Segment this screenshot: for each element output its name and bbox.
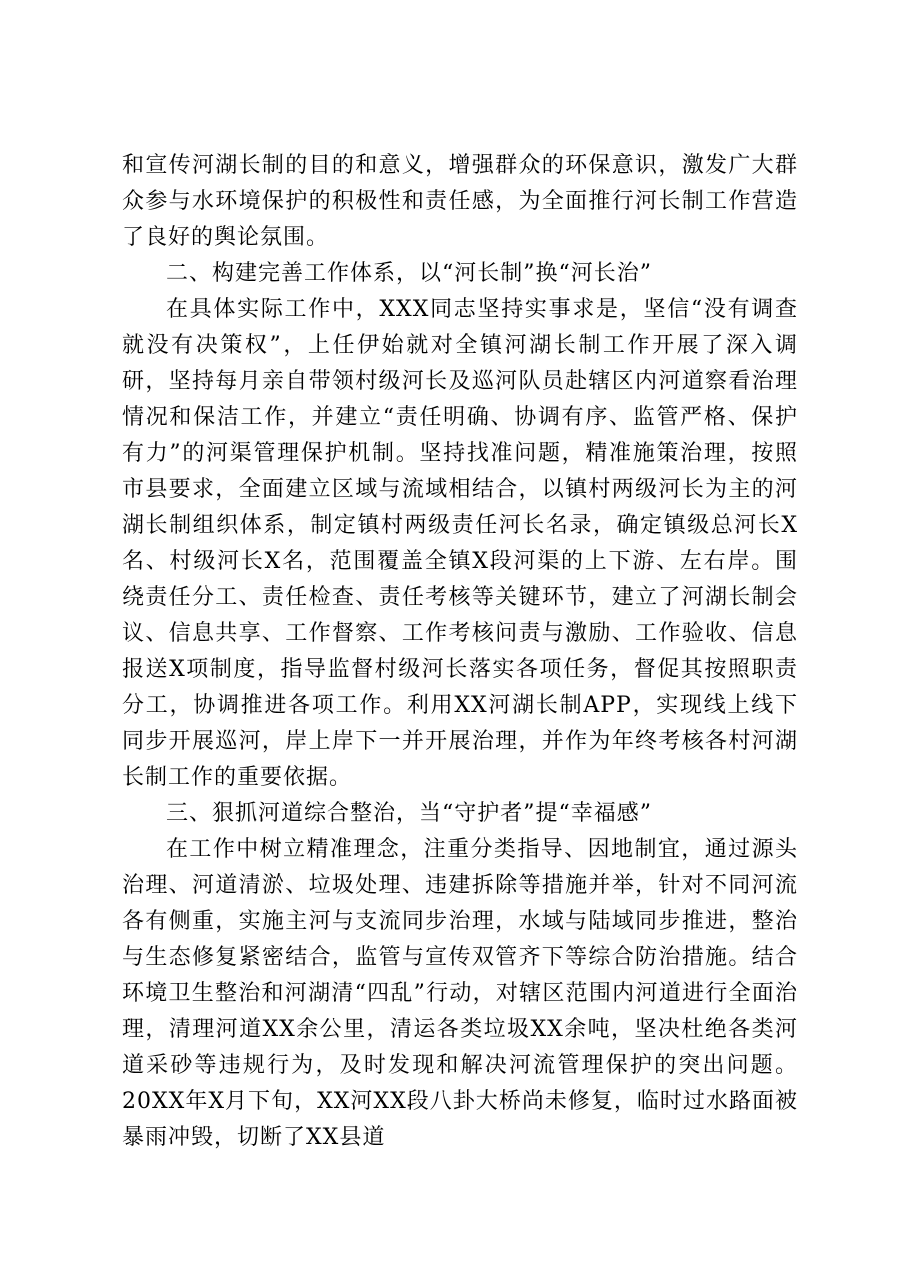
section-heading-3: 三、狠抓河道综合整治，当“守护者”提“幸福感”: [166, 801, 652, 826]
paragraph-section-3-body: 在工作中树立精准理念，注重分类指导、因地制宜，通过源头治理、河道清淤、垃圾处理、违建拆除等措施并举，针对不同河流各有侧重，实施主河与支流同步治理，水域与陆域同步推进，整治与生态修复紧密结合，监管与宣传双管齐下等综合防治措施。结合环境卫生整治和河湖清“四乱”行动，对辖区范围内河道进行全面治理，清理河道XX余公里，清运各类垃圾XX余吨，坚决杜绝各类河道采砂等违规行为，及时发现和解决河流管理保护的突出问题。20XX年X月下旬，XX河XX段八卦大桥尚未修复，临时过水路面被暴雨冲毁，切断了XX县道: [122, 837, 798, 1150]
paragraph-continuation: 和宣传河湖长制的目的和意义，增强群众的环保意识，激发广大群众参与水环境保护的积极性和责任感，为全面推行河长制工作营造了良好的舆论氛围。: [122, 153, 798, 250]
paragraph-section-2-body: 在具体实际工作中，XXX同志坚持实事求是，坚信“没有调查就没有决策权”，上任伊始就对全镇河湖长制工作开展了深入调研，坚持每月亲自带领村级河长及巡河队员赴辖区内河道察看治理情况和保洁工作，并建立“责任明确、协调有序、监管严格、保护有力”的河渠管理保护机制。坚持找准问题，精准施策治理，按照市县要求，全面建立区域与流域相结合，以镇村两级河长为主的河湖长制组织体系，制定镇村两级责任河长名录，确定镇级总河长X名、村级河长X名，范围覆盖全镇X段河渠的上下游、左右岸。围绕责任分工、责任检查、责任考核等关键环节，建立了河湖长制会议、信息共享、工作督察、工作考核问责与激励、工作验收、信息报送X项制度，指导监督村级河长落实各项任务，督促其按照职责分工，协调推进各项工作。利用XX河湖长制APP，实现线上线下同步开展巡河，岸上岸下一并开展治理，并作为年终考核各村河湖长制工作的重要依据。: [122, 297, 798, 790]
document-body: [122, 148, 798, 1156]
section-heading-2: 二、构建完善工作体系，以“河长制”换“河长治”: [166, 261, 652, 286]
